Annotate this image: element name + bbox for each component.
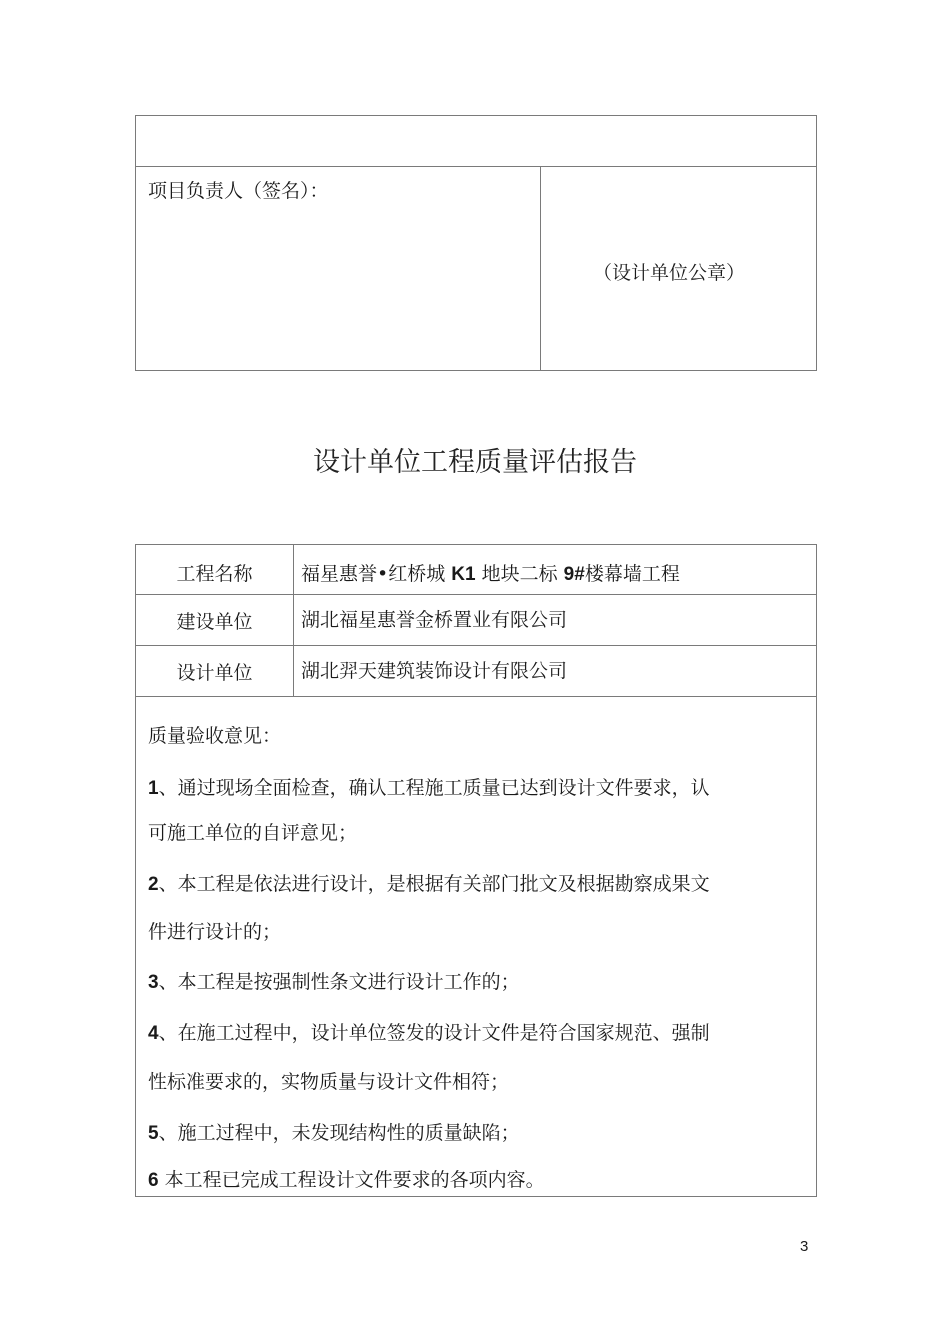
opinion-item-line: 1、通过现场全面检查，确认工程施工质量已达到设计文件要求，认: [148, 777, 710, 799]
opinion-heading: 质量验收意见：: [148, 725, 282, 747]
designer-label: 设计单位: [176, 662, 253, 684]
signer-label: 项目负责人（签名）：: [148, 180, 329, 202]
page-number: 3: [800, 1238, 809, 1255]
report-title: 设计单位工程质量评估报告: [313, 447, 637, 478]
builder-value: 湖北福星惠誉金桥置业有限公司: [301, 609, 568, 631]
row-divider: [136, 645, 816, 646]
opinion-item-line: 5、施工过程中，未发现结构性的质量缺陷；: [148, 1122, 520, 1144]
opinion-item-line: 件进行设计的；: [148, 921, 282, 943]
opinion-item-line: 性标准要求的，实物质量与设计文件相符；: [148, 1071, 510, 1093]
seal-label: （设计单位公章）: [593, 262, 746, 284]
row-divider: [136, 594, 816, 595]
opinion-item-line: 2、本工程是依法进行设计，是根据有关部门批文及根据勘察成果文: [148, 873, 710, 895]
signature-table: [135, 115, 817, 371]
opinion-item-line: 4、在施工过程中，设计单位签发的设计文件是符合国家规范、强制: [148, 1022, 710, 1044]
designer-value: 湖北羿天建筑装饰设计有限公司: [301, 660, 568, 682]
blank-row: [136, 116, 816, 167]
project-name-value: 福星惠誉•红桥城 K1 地块二标 9#楼幕墙工程: [301, 563, 680, 585]
report-table: [135, 544, 817, 1197]
opinion-item-line: 6 本工程已完成工程设计文件要求的各项内容。: [148, 1169, 545, 1191]
row-divider: [136, 696, 816, 697]
project-name-label: 工程名称: [176, 563, 253, 585]
opinion-item-line: 3、本工程是按强制性条文进行设计工作的；: [148, 971, 520, 993]
column-divider: [540, 167, 541, 371]
opinion-item-line: 可施工单位的自评意见；: [148, 822, 358, 844]
builder-label: 建设单位: [176, 611, 253, 633]
label-column-divider: [293, 545, 294, 697]
